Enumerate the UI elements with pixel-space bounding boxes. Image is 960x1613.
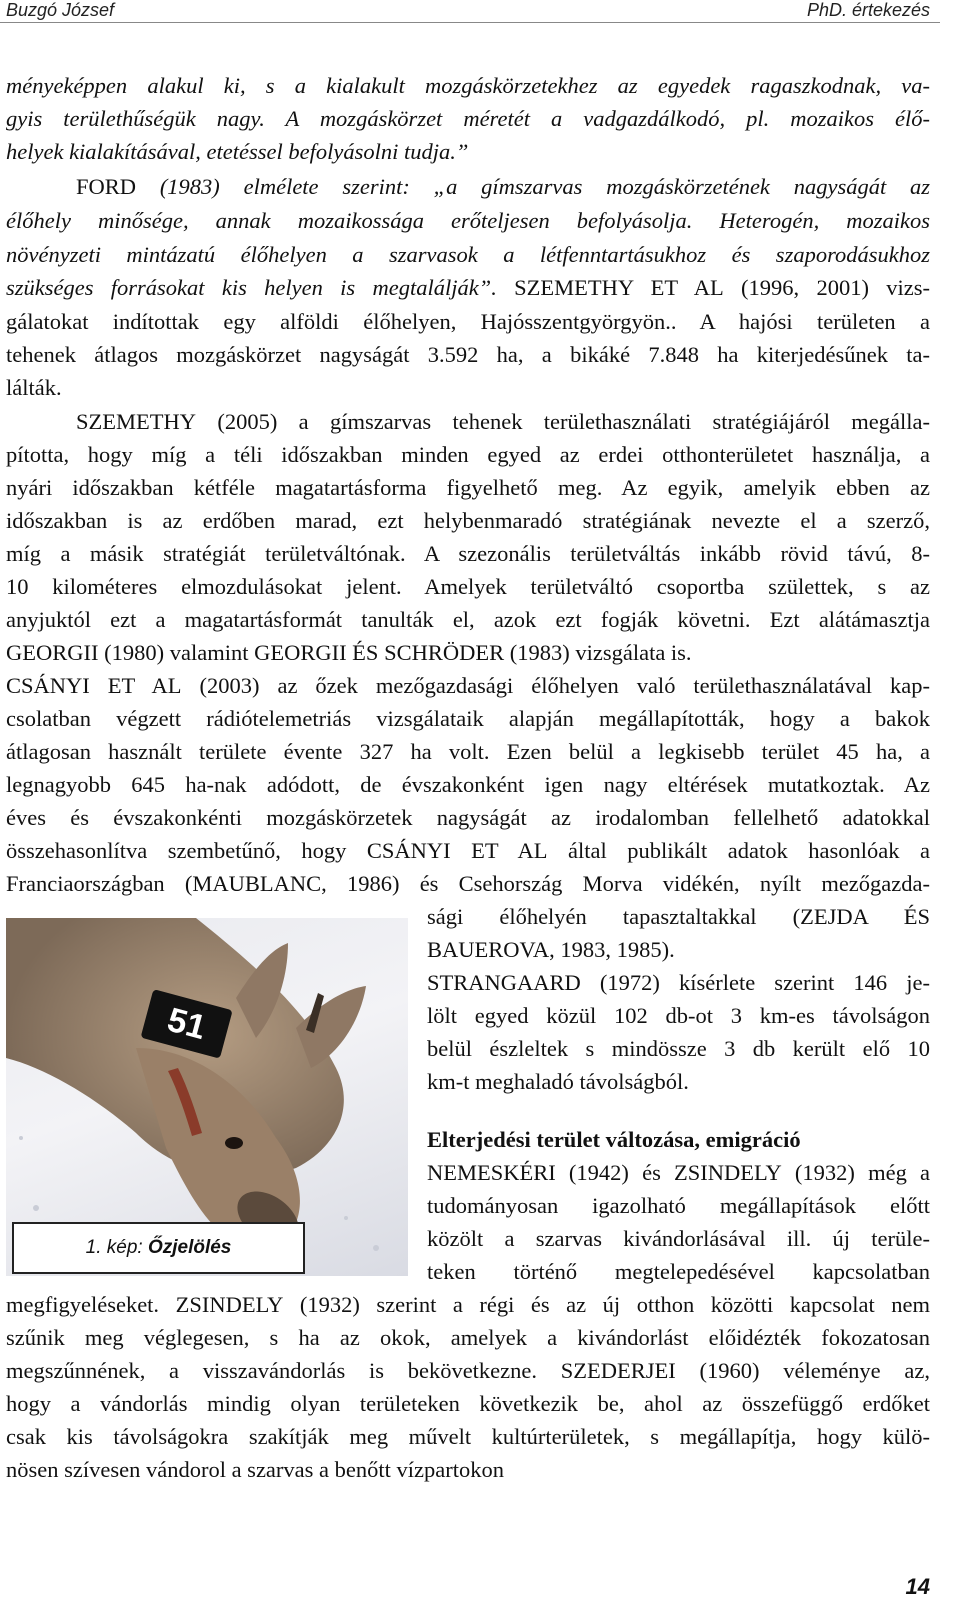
text-line: közölt a szarvas kivándorlásával ill. új terüle- — [427, 1226, 930, 1251]
author-name: CSÁNYI ET AL — [6, 673, 182, 698]
text-line: szükséges forrásokat kis helyen is megtalálják”. SZEMETHY ET AL (1996, 2001) vizs- — [6, 275, 930, 300]
author-name: ZSINDELY — [674, 1160, 782, 1185]
text-line: sági élőhelyén tapasztaltakkal (ZEJDA ÉS — [427, 904, 930, 929]
text-line: csolatban végzett rádiótelemetriás vizsgálataik alapján megállapították, hogy a bakok — [6, 706, 930, 731]
author-name: FORD — [76, 174, 137, 199]
author-name: MAUBLANC — [192, 871, 322, 896]
author-name: SZEDERJEI — [560, 1358, 676, 1383]
text-line: ményeképpen alakul ki, s a kialakult mozgáskörzetekhez az egyedek ragaszkodnak, va- — [6, 73, 930, 98]
text-line: teken történő megtelepedésével kapcsolatban — [427, 1259, 930, 1284]
text-line: km-t meghaladó távolságból. — [427, 1069, 689, 1094]
text-line: hogy a vándorlás mindig olyan területeken következik be, ahol az összefüggő erdőket — [6, 1391, 930, 1416]
author-name: STRANGAARD — [427, 970, 581, 995]
figure-caption — [12, 1222, 305, 1274]
header-doc-type: PhD. értekezés — [806, 0, 930, 20]
text-line: nösen szívesen vándorol a szarvas a benőtt vízpartokon — [6, 1457, 504, 1482]
text-line: nyári időszakban kétféle magatartásforma figyelhető meg. Az egyik, amelyik ebben az — [6, 475, 930, 500]
tag-number: 51 — [163, 1000, 210, 1048]
text-line: pította, hogy míg a téli időszakban minden egyed az erdei otthonterületet használja, a — [6, 442, 930, 467]
text-line: 10 kilométeres elmozdulásokat jelent. Amelyek területváltó csoportba születtek, s az — [6, 574, 930, 599]
author-name: CSÁNYI ET AL — [366, 838, 548, 863]
text-line: Franciaországban (MAUBLANC, 1986) és Csehország Morva vidékén, nyílt mezőgazda- — [6, 871, 930, 896]
text-line: átlagosan használt területe évente 327 ha volt. Ezen belül a legkisebb terület 45 ha, a — [6, 739, 930, 764]
text-line: tehenek átlagos mozgáskörzet nagyságát 3.592 ha, a bikáké 7.848 ha kiterjedésűnek ta- — [6, 342, 930, 367]
text-line: élőhely minősége, annak mozaikossága erőteljesen befolyásolja. Heterogén, mozaikos — [6, 208, 930, 233]
text-line: CSÁNYI ET AL (2003) az őzek mezőgazdasági élőhelyen való területhasználatával kap- — [6, 673, 931, 698]
deer-eye — [225, 1137, 243, 1149]
author-name: ZEJDA ÉS — [800, 904, 930, 929]
page-number: 14 — [905, 1574, 930, 1599]
author-name: GEORGII ÉS SCHRÖDER — [254, 640, 505, 665]
author-name: SZEMETHY ET AL — [514, 275, 724, 300]
text-line: növényzeti mintázatú élőhelyen a szarvasok a létfenntartásukhoz és szaporodásukhoz — [6, 242, 930, 267]
text-line: míg a másik stratégiát területváltónak. A szezonális területváltás inkább rövid távú, 8- — [6, 541, 930, 566]
header-author: Buzgó József — [6, 0, 115, 20]
text-line: lálták. — [6, 375, 62, 400]
text-line: szűnik meg véglegesen, s ha az okok, amelyek a kivándorlást előidézték fokozatosan — [6, 1325, 930, 1350]
text-line: GEORGII (1980) valamint GEORGII ÉS SCHRÖDER (1983) vizsgálata is. — [6, 640, 692, 665]
text-line: lölt egyed közül 102 db-ot 3 km-es távolságon — [427, 1003, 930, 1028]
text-line: anyjuktól ezt a magatartásformát tanulták el, azok ezt fogják követni. Ezt alátámasztja — [6, 607, 930, 632]
text-line: összehasonlítva szembetűnő, hogy CSÁNYI ET AL által publikált adatok hasonlóak a — [6, 838, 931, 863]
text-line: csak kis távolságokra szakítják meg művelt kultúrterületek, s megállapítja, hogy külö- — [6, 1424, 930, 1449]
text-line: megszűnnének, a visszavándorlás is bekövetkezne. SZEDERJEI (1960) véleménye az, — [6, 1358, 930, 1383]
text-line: gálatokat indítottak egy alföldi élőhelyen, Hajósszentgyörgyön.. A hajósi területen a — [6, 309, 930, 334]
text-line: SZEMETHY (2005) a gímszarvas tehenek területhasználati stratégiájáról megálla- — [76, 409, 930, 434]
text-line: megfigyeléseket. ZSINDELY (1932) szerint a régi és az új otthon közötti kapcsolat nem — [6, 1292, 931, 1317]
caption-title: Őzjelölés — [147, 1237, 232, 1258]
caption-label: 1. kép: — [85, 1237, 143, 1258]
header-rule — [0, 22, 940, 23]
author-name: BAUEROVA — [427, 937, 550, 962]
text-line: legnagyobb 645 ha-nak adódott, de évszakonként igen nagy eltérések mutatkoztak. Az — [6, 772, 930, 797]
text-line: tudományosan igazolható megállapítások előtt — [427, 1193, 930, 1218]
text-line: STRANGAARD (1972) kísérlete szerint 146 je- — [427, 970, 930, 995]
author-name: SZEMETHY — [76, 409, 196, 434]
text-line: éves és évszakonkénti mozgáskörzetek nagyságát az irodalomban fellelhető adatokkal — [6, 805, 930, 830]
text-line: FORD (1983) elmélete szerint: „a gímszarvas mozgáskörzetének nagyságát az — [76, 174, 930, 199]
author-name: ZSINDELY — [175, 1292, 284, 1317]
author-name: NEMESKÉRI — [427, 1160, 556, 1185]
text-line: belül észleltek s mindössze 3 db került elő 10 — [427, 1036, 930, 1061]
text-line: gyis területhűségük nagy. A mozgáskörzet méretét a vadgazdálkodó, pl. mozaikos élő- — [6, 106, 930, 131]
text-line: BAUEROVA, 1983, 1985). — [427, 937, 675, 962]
text-line: időszakban is az erdőben marad, ezt helybenmaradó stratégiának nevezte el a szerző, — [6, 508, 930, 533]
author-name: GEORGII — [6, 640, 99, 665]
text-line: helyek kialakításával, etetéssel befolyásolni tudja.” — [6, 139, 469, 164]
text-line: NEMESKÉRI (1942) és ZSINDELY (1932) még a — [427, 1160, 930, 1185]
section-heading: Elterjedési terület változása, emigráció — [427, 1127, 801, 1152]
